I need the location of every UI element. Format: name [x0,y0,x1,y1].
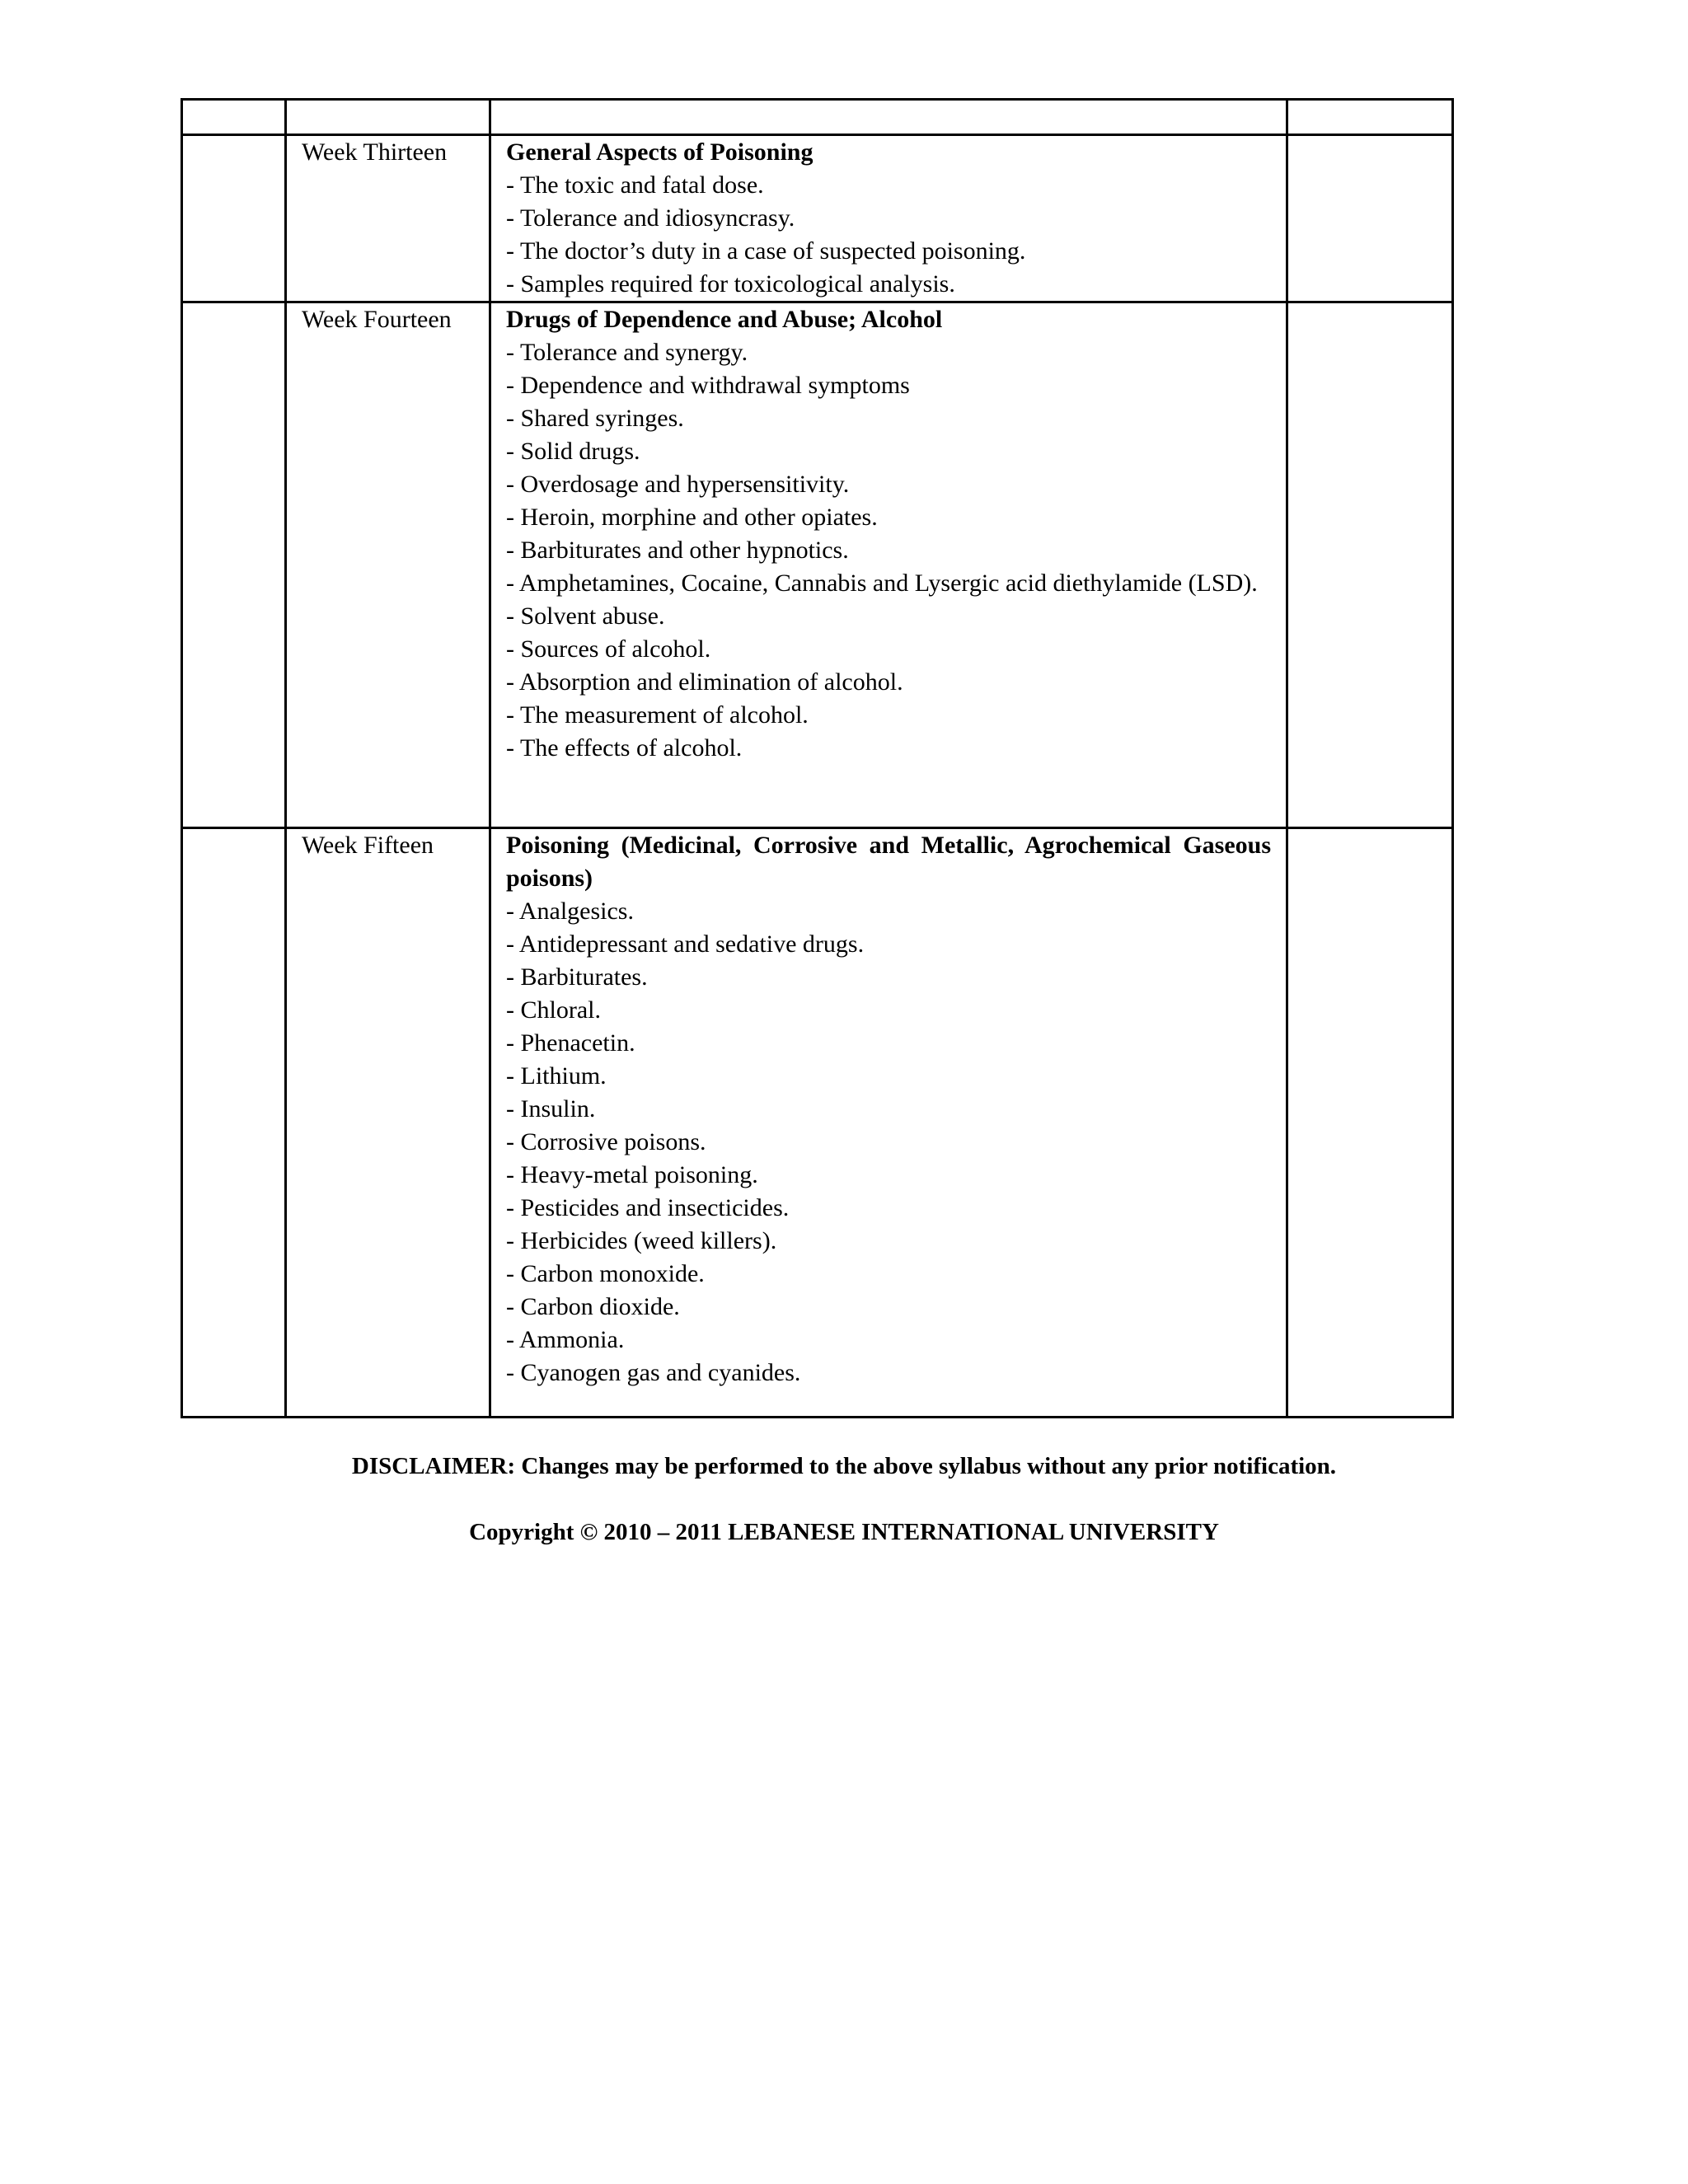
topic-item: - Amphetamines, Cocaine, Cannabis and Lysergic acid diethylamide (LSD). [506,569,1258,597]
topic-cell [490,302,1287,828]
topic-item: - Overdosage and hypersensitivity. [506,471,850,498]
topic-item: - Tolerance and idiosyncrasy. [506,204,795,232]
topic-cell [490,828,1287,1418]
cell-empty [1287,100,1453,135]
cell-empty [182,100,286,135]
topic-item: - Ammonia. [506,1326,625,1353]
topic-item: - Corrosive poisons. [506,1128,706,1155]
topic-item: - The measurement of alcohol. [506,701,809,729]
copyright-text: Copyright © 2010 – 2011 LEBANESE INTERNATIONAL UNIVERSITY [469,1519,1219,1545]
topic-item: - Analgesics. [506,898,634,925]
topic-item: - Sources of alcohol. [506,635,711,663]
topic-item: - Antidepressant and sedative drugs. [506,930,865,958]
cell-empty [182,302,286,828]
table-row-week-fourteen [182,302,1453,828]
topic-item: - Cyanogen gas and cyanides. [506,1359,801,1386]
topic-item: - Tolerance and synergy. [506,339,748,366]
cell-empty [490,100,1287,135]
cell-empty [182,828,286,1418]
topic-item: - Phenacetin. [506,1029,635,1057]
topic-item: - Shared syringes. [506,405,684,432]
topic-cell [490,135,1287,302]
syllabus-table [181,98,1454,1418]
topic-item: - Insulin. [506,1095,596,1122]
topic-item: - Lithium. [506,1062,607,1090]
topic-title: Poisoning (Medicinal, Corrosive and Metallic, Agrochemical Gaseous poisons) [506,832,1271,892]
table-row-week-thirteen [182,135,1453,302]
topic-item: - The doctor’s duty in a case of suspected poisoning. [506,237,1026,265]
week-cell [286,302,490,828]
week-cell [286,828,490,1418]
table-row-week-fifteen [182,828,1453,1418]
topic-item: - The toxic and fatal dose. [506,171,764,199]
disclaimer-text: DISCLAIMER: Changes may be performed to the above syllabus without any prior notification. [351,1453,1337,1479]
week-label: Week Thirteen [302,138,448,166]
topic-item: - The effects of alcohol. [506,734,743,762]
topic-item: - Barbiturates and other hypnotics. [506,537,849,564]
topic-item: - Dependence and withdrawal symptoms [506,372,910,399]
topic-title: Drugs of Dependence and Abuse; Alcohol [506,306,943,333]
topic-item: - Pesticides and insecticides. [506,1194,790,1221]
topic-item: - Chloral. [506,996,601,1024]
topic-item: - Heroin, morphine and other opiates. [506,504,878,531]
week-label: Week Fourteen [302,306,452,333]
table-row-continuation [182,100,1453,135]
cell-empty [1287,828,1453,1418]
week-cell [286,135,490,302]
topic-item: - Solid drugs. [506,438,640,465]
topic-title: General Aspects of Poisoning [506,138,814,166]
topic-item: - Samples required for toxicological analysis. [506,270,955,298]
cell-empty [182,135,286,302]
cell-empty [286,100,490,135]
week-label: Week Fifteen [302,832,434,859]
topic-item: - Heavy-metal poisoning. [506,1161,758,1188]
cell-empty [1287,302,1453,828]
topic-item: - Carbon monoxide. [506,1260,705,1287]
topic-item: - Barbiturates. [506,963,648,991]
topic-item: - Herbicides (weed killers). [506,1227,777,1254]
topic-item: - Solvent abuse. [506,602,665,630]
cell-empty [1287,135,1453,302]
topic-item: - Carbon dioxide. [506,1293,680,1320]
topic-item: - Absorption and elimination of alcohol. [506,668,903,696]
